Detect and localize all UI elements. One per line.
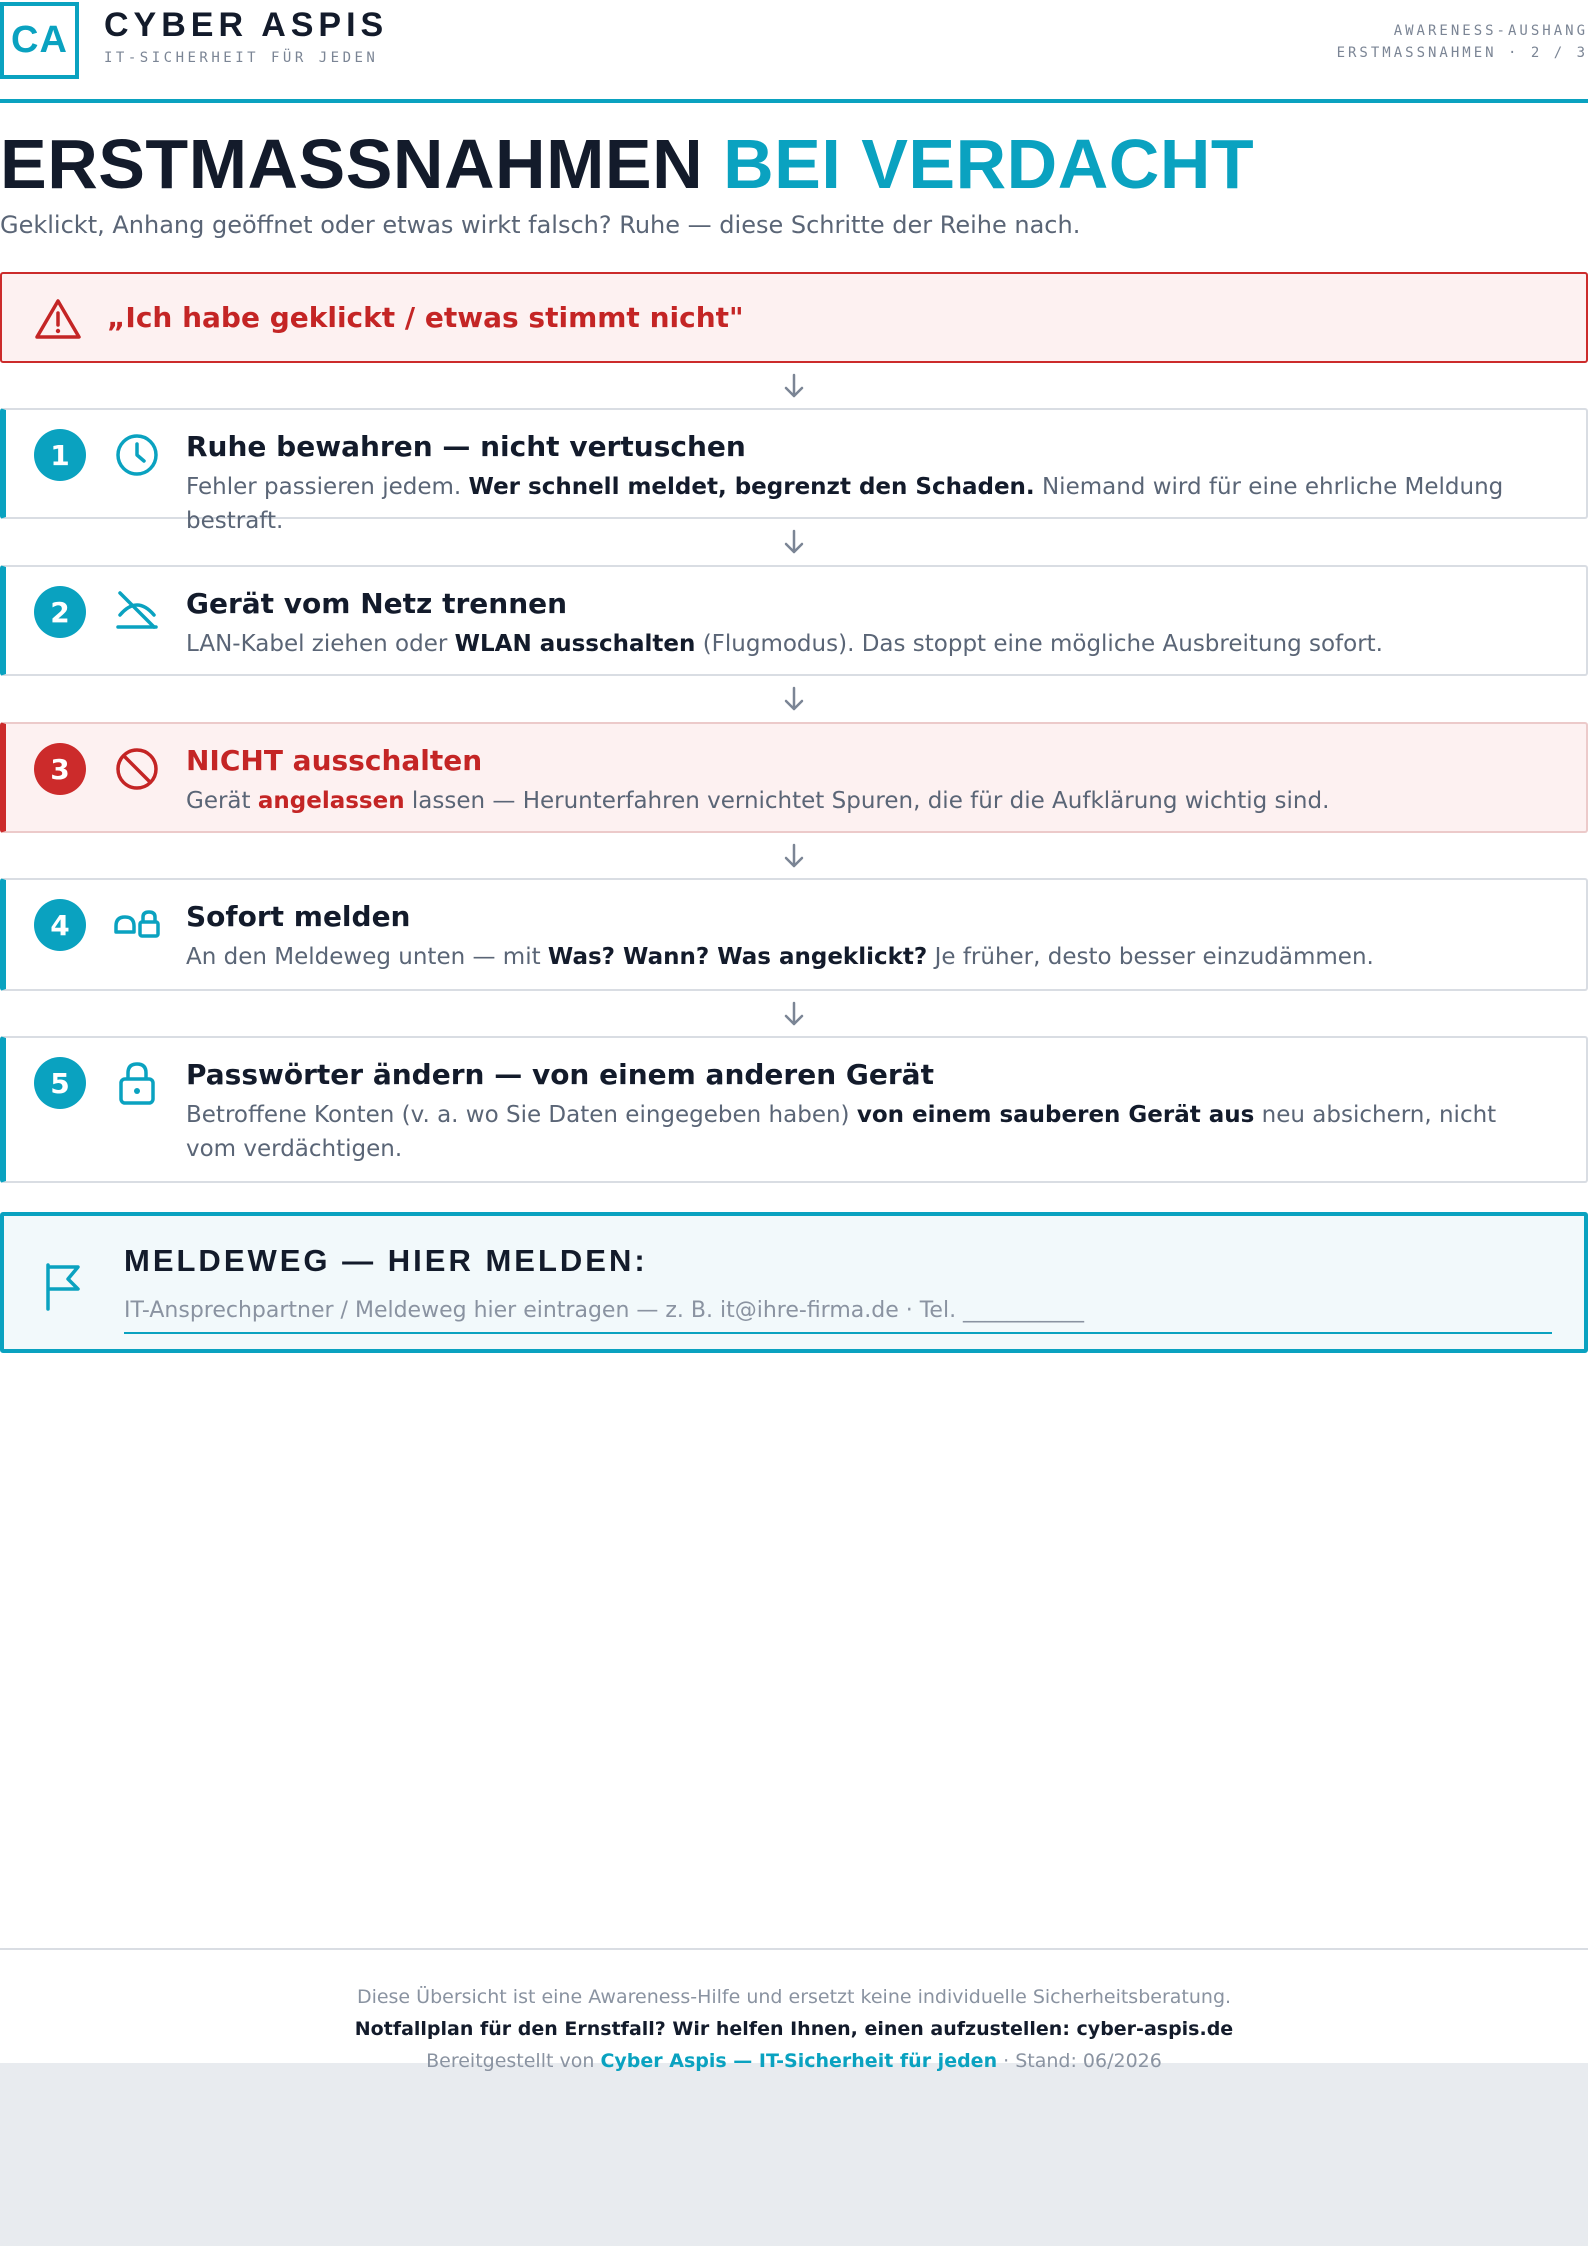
- arrow-down-icon: [780, 528, 808, 556]
- step-number: 4: [34, 899, 86, 951]
- step-desc-bold: angelassen: [257, 788, 405, 814]
- wifi-off-icon: [112, 587, 162, 637]
- footer-disclaimer: Diese Übersicht ist eine Awareness-Hilfe und ersetzt keine individuelle Sicherheitsberatung.: [356, 1986, 1232, 2008]
- footer-cta: Notfallplan für den Ernstfall? Wir helfen Ihnen, einen aufzustellen: cyber-aspis.de: [354, 2018, 1234, 2040]
- step-number: 5: [34, 1057, 86, 1109]
- arrow-down-icon: [780, 685, 808, 713]
- step-description: [186, 470, 1546, 538]
- step-desc-post: lassen — Herunterfahren vernichtet Spuren, die für die Aufklärung wichtig sind.: [411, 788, 1330, 814]
- page-title-accent: BEI VERDACHT: [723, 125, 1255, 203]
- step-desc-pre: LAN-Kabel ziehen oder: [186, 631, 448, 657]
- step-card-1: [0, 408, 1588, 534]
- step-desc-post: Je früher, desto besser einzudämmen.: [934, 944, 1374, 970]
- step-card-5: [0, 1036, 1588, 1183]
- step-desc-bold: Was? Wann? Was angeklickt?: [547, 944, 928, 970]
- logo-text: CA: [11, 19, 68, 61]
- footer-provider-link[interactable]: Cyber Aspis — IT-Sicherheit für jeden: [600, 2050, 998, 2072]
- step-description: [186, 1098, 1546, 1166]
- lock-icon: [112, 1058, 162, 1108]
- step-card-4: [0, 878, 1588, 991]
- footer: [0, 1948, 1588, 2072]
- arrow-down-icon: [780, 372, 808, 400]
- step-desc-pre: Fehler passieren jedem.: [186, 474, 462, 500]
- step-title: Ruhe bewahren — nicht vertuschen: [186, 430, 746, 463]
- report-icon: [112, 900, 162, 950]
- step-title: Passwörter ändern — von einem anderen Gerät: [186, 1058, 934, 1091]
- step-description: [186, 627, 1546, 661]
- header-meta: [1337, 20, 1588, 64]
- footer-provider: [0, 2050, 1588, 2072]
- step-title: Gerät vom Netz trennen: [186, 587, 568, 620]
- step-card-2: [0, 565, 1588, 676]
- footer-date: · Stand: 06/2026: [1003, 2050, 1162, 2072]
- flag-icon: [38, 1259, 88, 1313]
- step-title: NICHT ausschalten: [186, 744, 483, 777]
- arrow-down-icon: [780, 842, 808, 870]
- alert-text: „Ich habe geklickt / etwas stimmt nicht": [107, 301, 744, 334]
- logo: [0, 2, 79, 79]
- step-desc-bold: WLAN ausschalten: [454, 631, 696, 657]
- report-title: MELDEWEG — HIER MELDEN:: [124, 1243, 648, 1278]
- step-desc-bold: Wer schnell meldet, begrenzt den Schaden.: [468, 474, 1035, 500]
- alert-banner: [0, 272, 1588, 363]
- step-desc-post: neu absichern, nicht vom verdächtigen.: [186, 1102, 1497, 1162]
- step-description: [186, 940, 1546, 974]
- page-title-main: ERSTMASSNAHMEN: [0, 125, 704, 203]
- header: [0, 0, 1588, 103]
- step-number: 3: [34, 743, 86, 795]
- step-desc-post: Niemand wird für eine ehrliche Meldung bestraft.: [186, 474, 1504, 534]
- report-placeholder: IT-Ansprechpartner / Meldeweg hier eintragen — z. B. it@ihre-firma.de · Tel. ___________: [124, 1298, 1085, 1323]
- arrow-down-icon: [780, 1000, 808, 1028]
- brand-tagline: IT-SICHERHEIT FÜR JEDEN: [104, 50, 379, 66]
- report-box: [0, 1212, 1588, 1353]
- prohibited-icon: [112, 744, 162, 794]
- step-desc-bold: von einem sauberen Gerät aus: [856, 1102, 1255, 1128]
- step-number: 1: [34, 429, 86, 481]
- header-meta-line1: AWARENESS-AUSHANG: [1393, 23, 1588, 39]
- step-description: [186, 784, 1546, 818]
- step-desc-pre: Gerät: [186, 788, 251, 814]
- footer-provided-by: Bereitgestellt von: [426, 2050, 595, 2072]
- brand-name: CYBER ASPIS: [104, 6, 389, 44]
- page-subtitle: Geklickt, Anhang geöffnet oder etwas wirkt falsch? Ruhe — diese Schritte der Reihe nach.: [0, 211, 1081, 239]
- step-desc-post: (Flugmodus). Das stoppt eine mögliche Ausbreitung sofort.: [702, 631, 1383, 657]
- step-title: Sofort melden: [186, 900, 411, 933]
- step-card-3: [0, 722, 1588, 833]
- step-desc-pre: An den Meldeweg unten — mit: [186, 944, 541, 970]
- page-title: [0, 124, 1254, 204]
- step-number: 2: [34, 586, 86, 638]
- report-entry-field[interactable]: [124, 1294, 1552, 1334]
- warning-triangle-icon: [34, 297, 82, 341]
- step-desc-pre: Betroffene Konten (v. a. wo Sie Daten eingegeben haben): [186, 1102, 850, 1128]
- clock-icon: [112, 430, 162, 480]
- header-meta-line2: ERSTMASSNAHMEN · 2 / 3: [1336, 45, 1588, 61]
